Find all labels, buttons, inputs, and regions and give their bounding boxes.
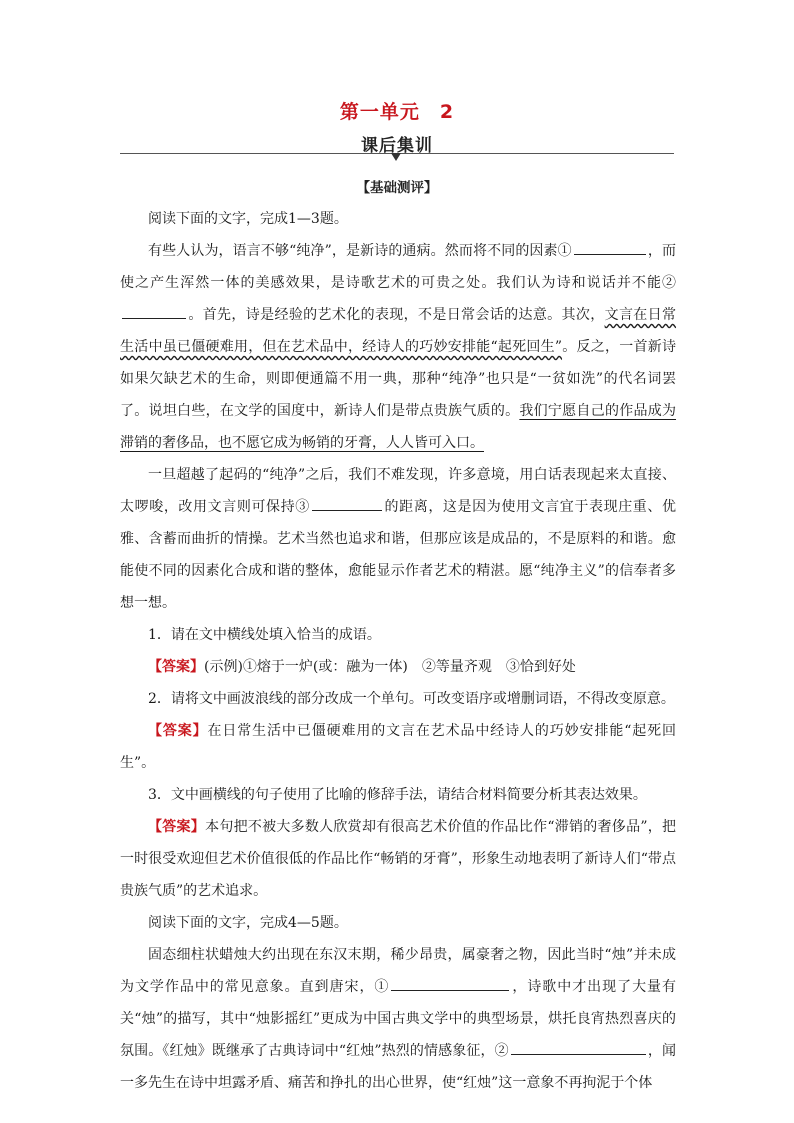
text-run: 。首先，诗是经验的艺术化的表现，不是日常会话的达意。其次， bbox=[188, 307, 605, 323]
section-label: 【基础测评】 bbox=[356, 180, 438, 196]
underlined-sentence: 我们宁愿自己的作品成为滞销的奢侈品，也不愿它成为畅销的牙膏，人人皆可入口。 bbox=[120, 403, 677, 451]
blank-2 bbox=[122, 304, 186, 319]
wavy-underlined-sentence: 文言在日常生活中虽已僵硬难用，但在艺术品中，经诗人的巧妙安排能“起死回生” bbox=[120, 307, 677, 355]
passage2-paragraph1 bbox=[120, 939, 676, 1099]
unit-title: 第一单元 2 bbox=[339, 101, 455, 123]
passage1-intro: 阅读下面的文字，完成1—3题。 bbox=[148, 211, 348, 227]
blank-5 bbox=[511, 1040, 646, 1055]
passage1-paragraph1 bbox=[120, 235, 676, 459]
text-run: 一旦超越了起码的“纯净”之后，我们不难发现，许多意境，用白话表现起来太直接、太啰唆，改用文言则可保持③ bbox=[120, 467, 676, 515]
divider-triangle-icon bbox=[391, 153, 401, 161]
text-run: 。反之，一首新诗如果欠缺艺术的生命，则即便通篇不用一典，那种“纯净”也只是“一贫如洗”的代名词罢了。说坦白些，在文学的国度中，新诗人们是带点贵族气质的。 bbox=[120, 339, 676, 419]
document-body bbox=[120, 203, 676, 1099]
passage1-paragraph2 bbox=[120, 459, 676, 619]
question-2: 2．请将文中画波浪线的部分改成一个单句。可改变语序或增删词语，不得改变原意。 bbox=[148, 691, 675, 707]
answer-text: 本句把不被大多数人欣赏却有很高艺术价值的作品比作“滞销的奢侈品”，把一时很受欢迎但艺术价值很低的作品比作“畅销的牙膏”，形象生动地表明了新诗人们“带点贵族气质”的艺术追求。 bbox=[120, 819, 677, 899]
text-run: ，而使之产生浑然一体的美感效果，是诗歌艺术的可贵之处。我们认为诗和说话并不能② bbox=[120, 243, 676, 291]
answer-tag: 【答案】 bbox=[148, 819, 206, 835]
text-run: ，闻一多先生在诗中坦露矛盾、痛苦和挣扎的出心世界，使“红烛”这一意象不再拘泥于个体 bbox=[120, 1043, 676, 1091]
blank-3 bbox=[312, 496, 382, 511]
blank-4 bbox=[391, 976, 509, 991]
question-1: 1．请在文中横线处填入恰当的成语。 bbox=[148, 627, 381, 643]
question-3: 3．文中画横线的句子使用了比喻的修辞手法，请结合材料简要分析其表达效果。 bbox=[148, 787, 647, 803]
page-subtitle: 课后集训 bbox=[361, 136, 433, 156]
passage2-intro: 阅读下面的文字，完成4—5题。 bbox=[148, 915, 348, 931]
text-run: 固态细柱状蜡烛大约出现在东汉末期，稀少昂贵，属豪奢之物，因此当时“烛”并未成为文学作品中的常见意象。直到唐宋，① bbox=[120, 947, 676, 995]
blank-1 bbox=[574, 240, 646, 255]
answer-1 bbox=[120, 651, 676, 683]
answer-2 bbox=[120, 715, 676, 779]
answer-3 bbox=[120, 811, 676, 907]
text-run: 的距离，这是因为使用文言宜于表现庄重、优雅、含蓄而曲折的情操。艺术当然也追求和谐，但那应该是成品的，不是原料的和谐。愈能使不同的因素化合成和谐的整体，愈能显示作者艺术的精湛。愿“纯净主义”的信奉者多想一想。 bbox=[120, 499, 677, 611]
answer-text: 在日常生活中已僵硬难用的文言在艺术品中经诗人的巧妙安排能“起死回生”。 bbox=[120, 723, 677, 771]
text-run: 有些人认为，语言不够“纯净”，是新诗的通病。然而将不同的因素① bbox=[148, 243, 572, 259]
answer-tag: 【答案】 bbox=[148, 723, 208, 739]
text-run: ，诗歌中才出现了大量有关“烛”的描写，其中“烛影摇红”更成为中国古典文学中的典型场景，烘托良宵热烈喜庆的氛围。《红烛》既继承了古典诗词中“红烛”热烈的情感象征，② bbox=[120, 979, 677, 1059]
answer-tag: 【答案】 bbox=[148, 659, 204, 675]
answer-text: (示例)①熔于一炉(或：融为一体) ②等量齐观 ③恰到好处 bbox=[204, 659, 576, 675]
